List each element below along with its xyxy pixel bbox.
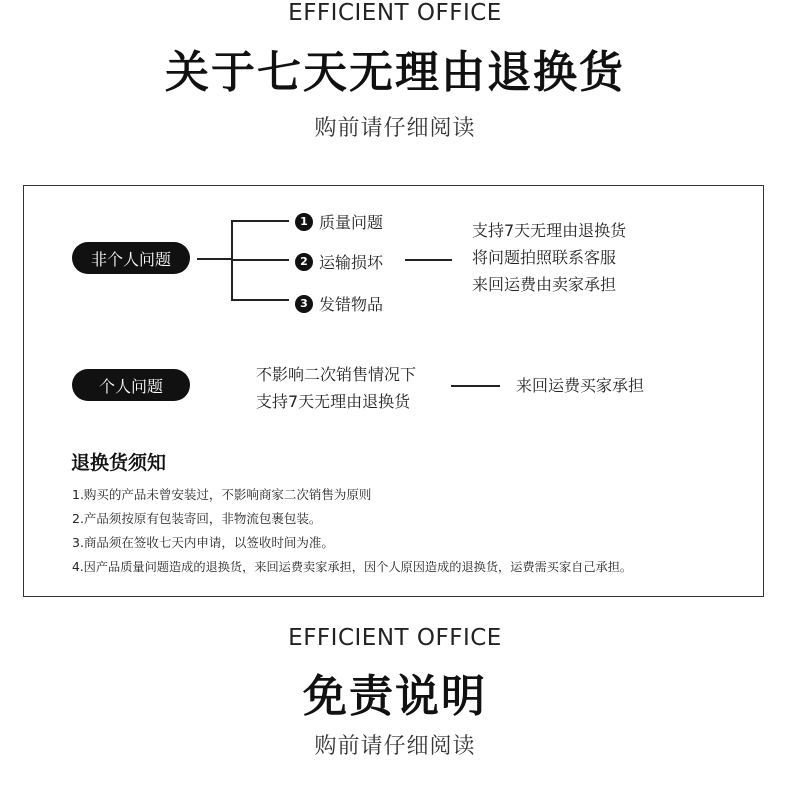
notice-line: 1.购买的产品未曾安装过，不影响商家二次销售为原则: [72, 487, 372, 502]
label-personal: [72, 369, 190, 401]
list-item: [295, 210, 383, 233]
item-text: 发错物品: [319, 295, 384, 314]
number-badge: 1: [295, 213, 313, 231]
page-subtitle: 购前请仔细阅读: [314, 116, 476, 141]
notice-line: 2.产品须按原有包装寄回，非物流包裹包装。: [72, 511, 322, 526]
notice-line: 4.因产品质量问题造成的退换货，来回运费卖家承担，因个人原因造成的退换货，运费需买家自己承担。: [72, 560, 633, 574]
arrow-line: [405, 259, 452, 261]
condition-block: [256, 361, 416, 415]
result-block: [472, 217, 626, 298]
label-personal-text: 个人问题: [98, 376, 163, 396]
notice-line: 3.商品须在签收七天内申请，以签收时间为准。: [72, 535, 334, 550]
footer-subtitle: 购前请仔细阅读: [314, 734, 476, 759]
result-line: 支持7天无理由退换货: [472, 221, 627, 240]
label-non-personal-text: 非个人问题: [90, 249, 171, 269]
list-item: [295, 250, 383, 273]
result-line: 来回运费由卖家承担: [472, 275, 617, 294]
condition-line: 支持7天无理由退换货: [256, 392, 411, 411]
item-text: 运输损坏: [319, 253, 384, 272]
branch-line-1: [231, 220, 289, 222]
header-en-title: EFFICIENT OFFICE: [288, 0, 502, 26]
notice-title: 退换货须知: [71, 452, 167, 474]
condition-line: 不影响二次销售情况下: [256, 365, 417, 384]
branch-line-3: [231, 299, 289, 301]
footer-en-title: EFFICIENT OFFICE: [288, 625, 502, 651]
branch-line-2: [231, 259, 289, 261]
label-non-personal: [72, 242, 190, 274]
page-title: 关于七天无理由退换货: [165, 47, 625, 98]
item-text: 质量问题: [319, 213, 384, 232]
personal-result: 来回运费买家承担: [516, 376, 645, 395]
footer-title: 免责说明: [303, 671, 487, 722]
result-line: 将问题拍照联系客服: [472, 248, 617, 267]
list-item: [295, 292, 383, 315]
connector-line: [197, 258, 231, 260]
number-badge: 2: [295, 253, 313, 271]
number-badge: 3: [295, 295, 313, 313]
arrow-line: [451, 385, 500, 387]
